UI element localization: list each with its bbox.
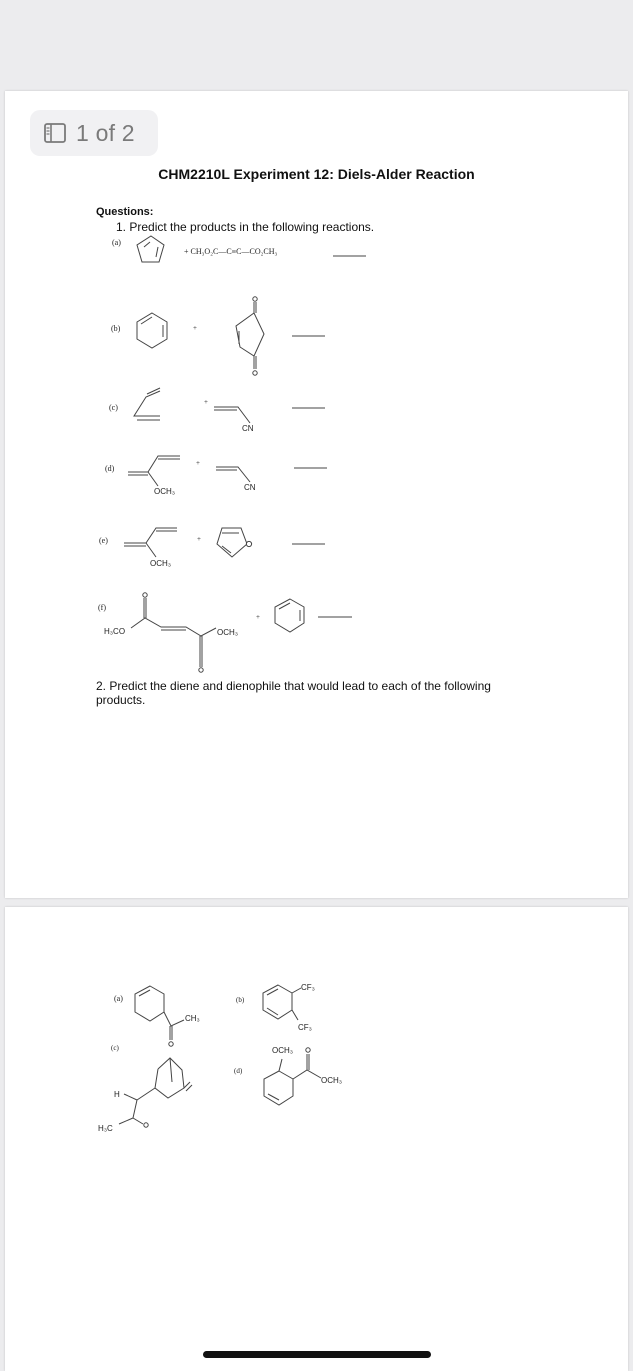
bicyclic-structure xyxy=(155,1058,184,1098)
acrylonitrile-structure xyxy=(216,467,250,482)
product-c xyxy=(98,1044,192,1133)
diester-diene-structure xyxy=(131,618,216,636)
reaction-c xyxy=(109,388,325,433)
h3co-group-label: H₃CO xyxy=(104,627,126,636)
product-a xyxy=(114,986,200,1046)
product-c-label: (c) xyxy=(111,1044,119,1052)
product-a-label: (a) xyxy=(114,994,123,1003)
butadiene-structure xyxy=(134,391,160,416)
cyclopentenedione-structure xyxy=(236,313,264,356)
product-b xyxy=(236,983,315,1032)
acrylonitrile-structure xyxy=(214,407,250,423)
cf3-group-label: CF₃ xyxy=(301,983,315,992)
reaction-d xyxy=(105,456,327,496)
plus-sign: + xyxy=(197,535,201,543)
reaction-b xyxy=(111,297,325,375)
document-title: CHM2210L Experiment 12: Diels-Alder Reaction xyxy=(158,166,475,182)
product-d-label: (d) xyxy=(234,1067,243,1075)
och3-group-label: OCH₃ xyxy=(321,1076,343,1085)
reaction-d-label: (d) xyxy=(105,464,115,473)
cyclohexene-ketone-structure xyxy=(135,986,164,1021)
reaction-b-label: (b) xyxy=(111,324,121,333)
cyclohexadiene-cf3-structure xyxy=(263,985,292,1019)
reaction-a xyxy=(112,236,366,262)
methoxy-diene-structure xyxy=(128,456,180,472)
reaction-c-label: (c) xyxy=(109,403,118,412)
och3-group-label: OCH₃ xyxy=(217,628,239,637)
furan-structure xyxy=(217,528,247,557)
methoxy-diene-structure xyxy=(124,528,177,543)
reaction-f xyxy=(98,593,352,672)
plus-sign: + xyxy=(196,459,200,467)
cn-group-label: CN xyxy=(244,483,256,492)
reaction-e-label: (e) xyxy=(99,536,108,545)
plus-sign: + xyxy=(193,324,197,332)
home-indicator[interactable] xyxy=(203,1351,431,1358)
dienophile-formula: + CH₃O₂C—C≡C—CO₂CH₃ xyxy=(184,247,278,256)
product-d xyxy=(234,1046,342,1105)
ch3-group-label: CH₃ xyxy=(185,1014,200,1023)
page-indicator-label: 1 of 2 xyxy=(76,119,135,146)
reaction-f-label: (f) xyxy=(98,603,106,612)
product-b-label: (b) xyxy=(236,996,245,1004)
h-atom-label: H xyxy=(114,1090,120,1099)
reaction-a-label: (a) xyxy=(112,238,121,247)
cyclopentadiene-structure xyxy=(137,236,164,262)
och3-group-label: OCH₃ xyxy=(154,487,176,496)
h3c-group-label: H₃C xyxy=(98,1124,113,1133)
questions-heading: Questions: xyxy=(96,206,154,218)
reaction-e xyxy=(99,528,325,568)
plus-sign: + xyxy=(204,398,208,406)
plus-sign: + xyxy=(256,613,260,621)
cf3-group-label: CF₃ xyxy=(298,1023,312,1032)
och3-group-label: OCH₃ xyxy=(272,1046,294,1055)
question-2-text: 2. Predict the diene and dienophile that would lead to each of the following products. xyxy=(96,679,491,707)
question-1-text: 1. Predict the products in the following reactions. xyxy=(116,220,375,234)
och3-group-label: OCH₃ xyxy=(150,559,172,568)
cn-group-label: CN xyxy=(242,424,254,433)
